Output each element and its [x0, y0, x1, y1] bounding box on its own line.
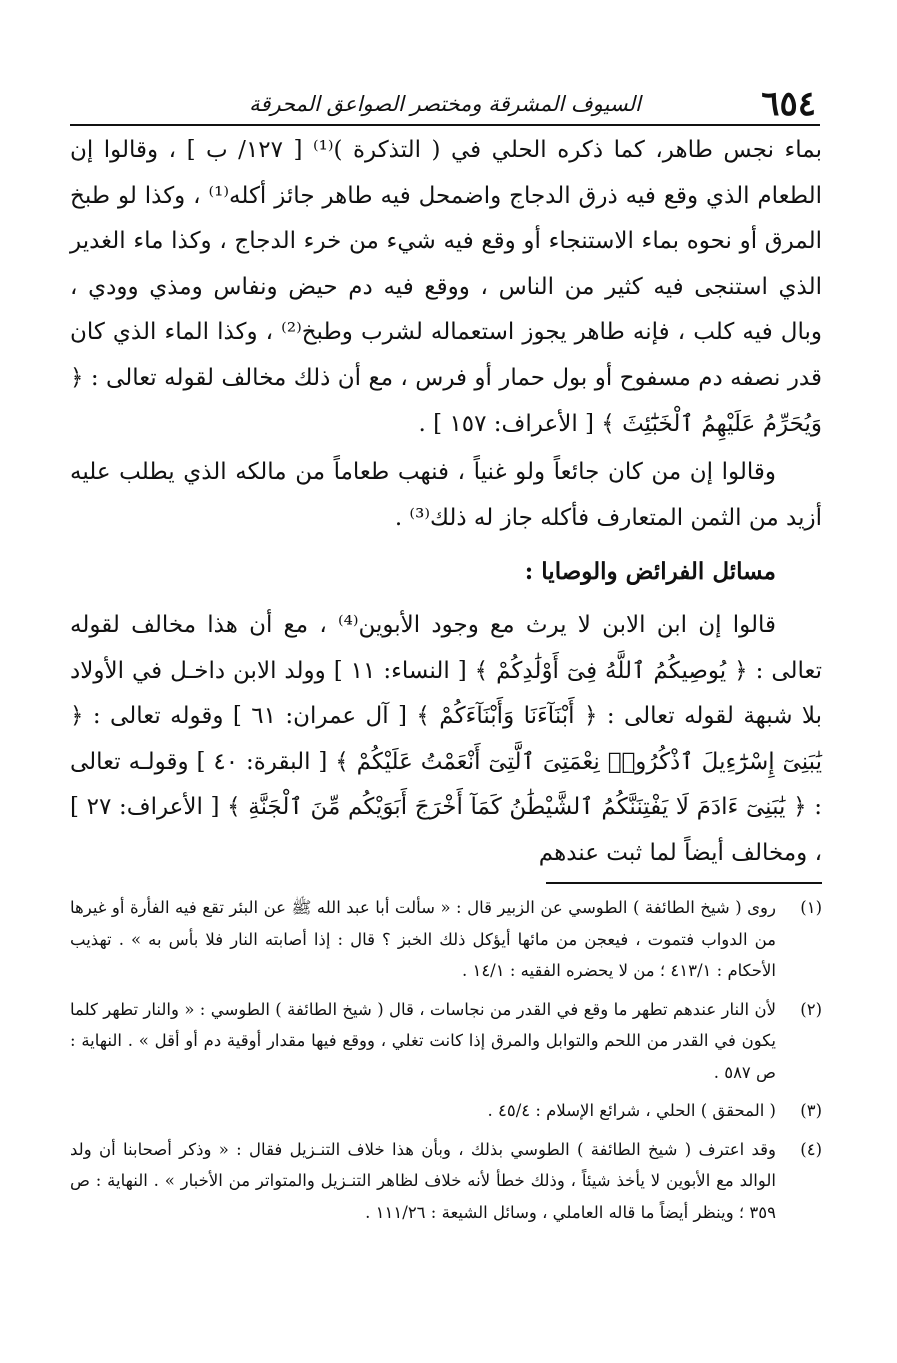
paragraph-1: بماء نجس طاهر، كما ذكره الحلي في ( التذكرة )⁽¹⁾ [ ١٢٧/ ب ] ، وقالوا إن الطعام الذي وقع فيه ذرق الدجاج واضمحل فيه طاهر جائز أكله⁽¹⁾ ، وكذا لو طبخ المرق أو نحوه بماء الاستنجاء أو وقع فيه شيء من خرء الدجاج ، وكذا ماء الغدير الذي استنجى فيه كثير من الناس ، ووقع فيه دم حيض ونفاس ومذي وودي ، وبال فيه كلب ، فإنه طاهر يجوز استعماله لشرب وطبخ⁽²⁾ ، وكذا الماء الذي كان قدر نصفه دم مسفوح أو بول حمار أو فرس ، مع أن ذلك مخالف لقوله تعالى : ﴿ وَيُحَرِّمُ عَلَيْهِمُ ٱلْخَبَٰٓئِثَ ﴾ [ الأعراف: ١٥٧ ] .: [70, 137, 822, 437]
paragraph-2: وقالوا إن من كان جائعاً ولو غنياً ، فنهب طعاماً من مالكه الذي يطلب عليه أزيد من الثمن المتعارف فأكله جاز له ذلك⁽³⁾ .: [70, 459, 822, 531]
footnote-number: (٢): [800, 999, 822, 1019]
footnote-text: ( المحقق ) الحلي ، شرائع الإسلام : ٤٥/٤ .: [487, 1101, 776, 1120]
footnote-text: وقد اعترف ( شيخ الطائفة ) الطوسي بذلك ، وبأن هذا خلاف التنـزيل فقال : « وذكر أصحابنا أن ولد الوالد مع الأبوين لا يأخذ شيئاً ، وذلك خطأ لأنه خلاف لظاهر التنـزيل والمتواتر من الأخبار » . النهاية : ص ٣٥٩ ؛ وينظر أيضاً ما قاله العاملي ، وسائل الشيعة : ١١١/٢٦ .: [70, 1139, 776, 1222]
footnote-number: (٤): [800, 1139, 822, 1159]
main-text: [70, 128, 822, 877]
page-header: [70, 84, 820, 126]
footnote-2: [70, 994, 822, 1089]
footnotes: [70, 892, 822, 1235]
footnote-1: [70, 892, 822, 987]
footnote-text: روى ( شيخ الطائفة ) الطوسي عن الزبير قال : « سألت أبا عبد الله ﷺ عن البئر تقع فيه الفأرة أو غيرها من الدواب فتموت ، فيعجن من مائها أيؤكل ذلك الخبز ؟ قال : إذا أصابته النار فلا بأس به » . تهذيب الأحكام : ٤١٣/١ ؛ من لا يحضره الفقيه : ١٤/١ .: [70, 898, 776, 980]
footnote-divider: [546, 882, 822, 884]
running-title: السيوف المشرقة ومختصر الصواعق المحرقة: [249, 92, 641, 116]
footnote-number: (٣): [800, 1101, 822, 1120]
footnote-4: [70, 1134, 822, 1229]
page-number: ٦٥٤: [761, 84, 816, 124]
footnote-text: لأن النار عندهم تطهر ما وقع في القدر من نجاسات ، قال ( شيخ الطائفة ) الطوسي : « والنار تطهر كلما يكون في القدر من اللحم والتوابل والمرق إذا كانت تغلي ، ووقع فيها مقدار أوقية دم أو أقل » . النهاية : ص ٥٨٧ .: [70, 999, 776, 1082]
footnote-number: (١): [800, 898, 822, 917]
footnote-3: [70, 1095, 822, 1127]
section-heading: مسائل الفرائض والوصايا :: [524, 558, 776, 586]
paragraph-3: قالوا إن ابن الابن لا يرث مع وجود الأبوين⁽⁴⁾ ، مع أن هذا مخالف لقوله تعالى : ﴿ يُوصِيكُمُ ٱللَّهُ فِىٓ أَوْلَٰدِكُمْ ﴾ [ النساء: ١١ ] وولد الابن داخـل في الأولاد بلا شبهة لقوله تعالى : ﴿ أَبْنَآءَنَا وَأَبْنَآءَكُمْ ﴾ [ آل عمران: ٦١ ] وقوله تعالى : ﴿ يَٰبَنِىٓ إِسْرَٰٓءِيلَ ٱذْكُرُوا۟ نِعْمَتِىَ ٱلَّتِىٓ أَنْعَمْتُ عَلَيْكُمْ ﴾ [ البقرة: ٤٠ ] وقولـه تعالى : ﴿ يَٰبَنِىٓ ءَادَمَ لَا يَفْتِنَنَّكُمُ ٱلشَّيْطَٰنُ كَمَآ أَخْرَجَ أَبَوَيْكُم مِّنَ ٱلْجَنَّةِ ﴾ [ الأعراف: ٢٧ ] ، ومخالف أيضاً لما ثبت عندهم: [70, 611, 823, 866]
